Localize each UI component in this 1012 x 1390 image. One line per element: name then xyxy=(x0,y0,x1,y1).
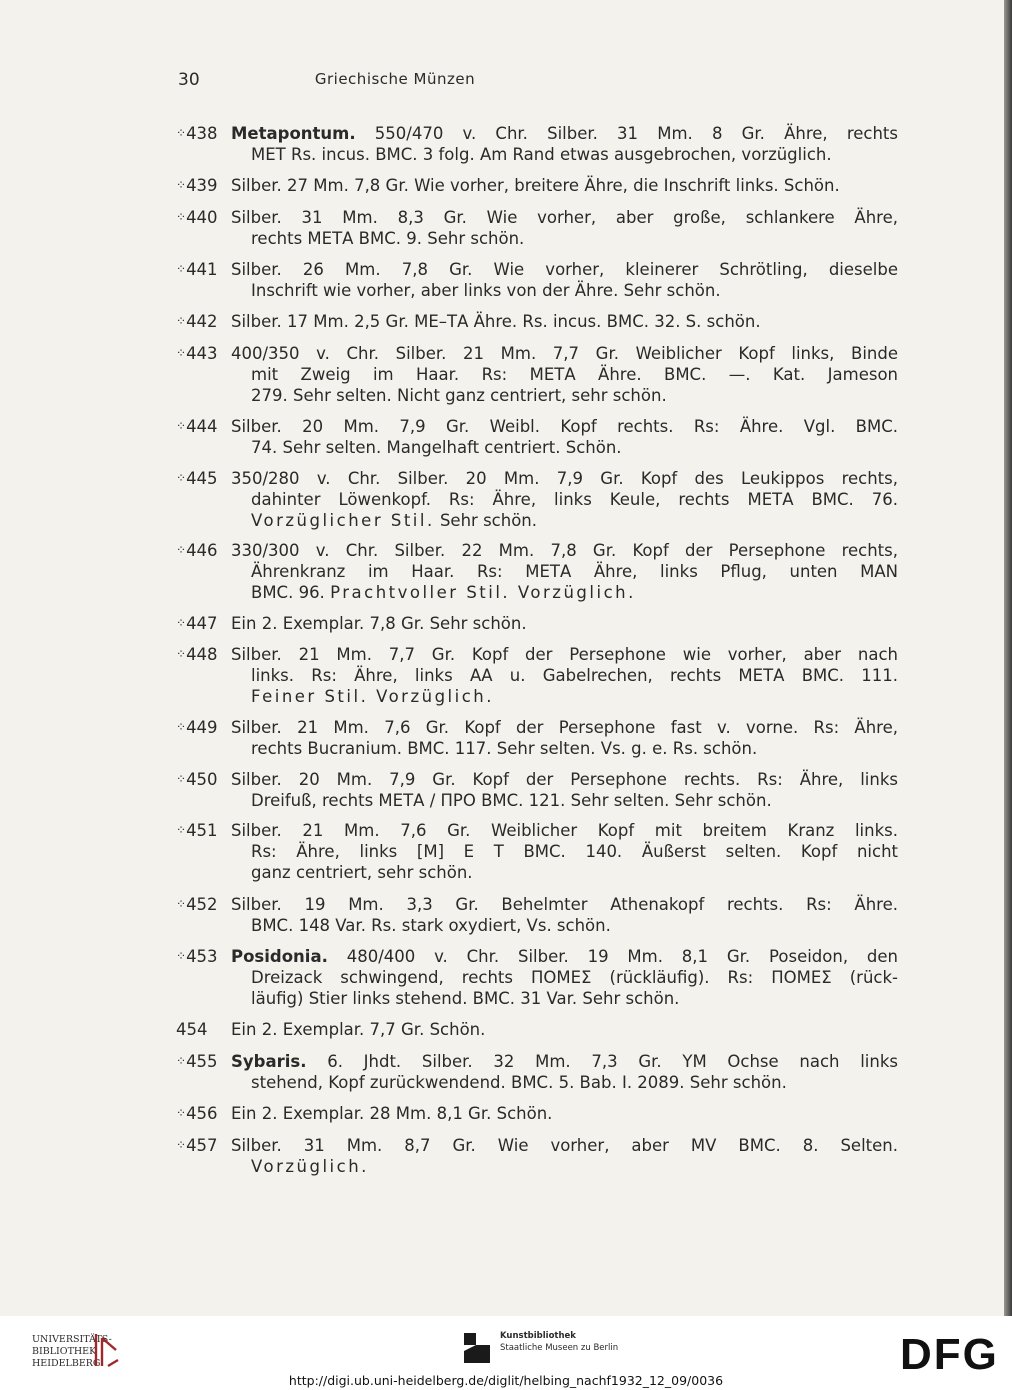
entry-text xyxy=(231,894,898,936)
entry-number xyxy=(176,343,228,364)
entry-text xyxy=(231,1103,898,1124)
entry-segment: ΜΕΤ Rs. incus. BMC. 3 folg. Am Rand etwas ausgebrochen, vorzüglich. xyxy=(251,145,832,164)
entry-number-text: 454 xyxy=(176,1020,208,1039)
entry-line xyxy=(231,144,898,165)
entry-number-text: 439 xyxy=(186,176,218,195)
entry-line xyxy=(231,665,898,686)
entry-number-text: 443 xyxy=(186,344,218,363)
entry-text xyxy=(231,259,898,301)
entry-number xyxy=(176,540,228,561)
entry-segment: Silber. 21 Mm. 7,6 Gr. Kopf der Persephone fast v. vorne. Rs: Ähre, xyxy=(231,718,898,737)
spaced-grade: Vorzüglicher Stil. xyxy=(251,511,435,530)
entry-number xyxy=(176,769,228,790)
entry-number-text: 453 xyxy=(186,947,218,966)
entry-text xyxy=(231,1051,898,1093)
entry-star-marker: ⁘ xyxy=(176,262,187,276)
entry-number-text: 457 xyxy=(186,1136,218,1155)
entry-number-text: 456 xyxy=(186,1104,218,1123)
entry-segment: BMC. 96. xyxy=(251,583,331,602)
entry-number-text: 445 xyxy=(186,469,218,488)
entry-segment: läufig) Stier links stehend. BMC. 31 Var. Sehr schön. xyxy=(251,989,680,1008)
entry-line xyxy=(231,967,898,988)
entry-segment: 6. Jhdt. Silber. 32 Mm. 7,3 Gr. ΥΜ Ochse nach links xyxy=(306,1052,898,1071)
entry-number-text: 442 xyxy=(186,312,218,331)
city-heading: Posidonia. xyxy=(231,947,328,966)
page-edge xyxy=(1004,0,1012,1316)
spaced-grade: Prachtvoller Stil. Vorzüglich. xyxy=(330,583,636,602)
entry-text xyxy=(231,540,898,603)
entry-number xyxy=(176,946,228,967)
entry-segment: 330/300 v. Chr. Silber. 22 Mm. 7,8 Gr. Kopf der Persephone rechts, xyxy=(231,541,898,560)
entry-line xyxy=(231,489,898,510)
city-heading: Metapontum. xyxy=(231,124,356,143)
entry-number xyxy=(176,1051,228,1072)
entry-segment: 279. Sehr selten. Nicht ganz centriert, sehr schön. xyxy=(251,386,667,405)
entry-line xyxy=(231,510,898,531)
page-header xyxy=(0,70,1004,90)
entry-segment: Rs: Ähre, links [Μ] Ε Τ BMC. 140. Äußerst selten. Kopf nicht xyxy=(251,842,898,861)
entry-segment: Ein 2. Exemplar. 7,7 Gr. Schön. xyxy=(231,1020,486,1039)
entry-line xyxy=(231,644,898,665)
entry-segment: rechts ΜΕΤΑ BMC. 9. Sehr schön. xyxy=(251,229,525,248)
entry-segment: stehend, Kopf zurückwendend. BMC. 5. Bab. I. 2089. Sehr schön. xyxy=(251,1073,787,1092)
entry-number xyxy=(176,123,228,144)
entry-segment: Inschrift wie vorher, aber links von der Ähre. Sehr schön. xyxy=(251,281,721,300)
running-title: Griechische Münzen xyxy=(314,70,476,88)
entry-segment: 550/470 v. Chr. Silber. 31 Mm. 8 Gr. Ähre, rechts xyxy=(355,124,898,143)
footer-bar xyxy=(0,1316,1012,1390)
entry-text xyxy=(231,717,898,759)
entry-line xyxy=(231,686,898,707)
entry-line xyxy=(231,915,898,936)
entry-number xyxy=(176,613,228,634)
entry-segment: 400/350 v. Chr. Silber. 21 Mm. 7,7 Gr. Weiblicher Kopf links, Binde xyxy=(231,344,898,363)
entry-star-marker: ⁘ xyxy=(176,210,187,224)
entry-segment: Silber. 31 Mm. 8,3 Gr. Wie vorher, aber große, schlankere Ähre, xyxy=(231,208,898,227)
entry-segment: 480/400 v. Chr. Silber. 19 Mm. 8,1 Gr. Poseidon, den xyxy=(327,947,898,966)
entry-segment: Sehr schön. xyxy=(434,511,537,530)
entry-text xyxy=(231,343,898,406)
entry-star-marker: ⁘ xyxy=(176,1054,187,1068)
entry-text xyxy=(231,644,898,707)
entry-number-text: 450 xyxy=(186,770,218,789)
entry-text xyxy=(231,1019,898,1040)
entry-star-marker: ⁘ xyxy=(176,616,187,630)
city-heading: Sybaris. xyxy=(231,1052,307,1071)
entry-segment: Ein 2. Exemplar. 28 Mm. 8,1 Gr. Schön. xyxy=(231,1104,553,1123)
permalink-url[interactable]: http://digi.ub.uni-heidelberg.de/diglit/helbing_nachf1932_12_09/0036 xyxy=(288,1373,724,1388)
entry-line xyxy=(231,259,898,280)
entry-segment: Silber. 17 Mm. 2,5 Gr. ΜΕ–ΤΑ Ähre. Rs. incus. BMC. 32. S. schön. xyxy=(231,312,761,331)
entry-line xyxy=(231,769,898,790)
entry-segment: Silber. 21 Mm. 7,7 Gr. Kopf der Persephone wie vorher, aber nach xyxy=(231,645,898,664)
entry-segment: Silber. 20 Mm. 7,9 Gr. Weibl. Kopf rechts. Rs: Ähre. Vgl. BMC. xyxy=(231,417,898,436)
entry-segment: ganz centriert, sehr schön. xyxy=(251,863,473,882)
entry-number xyxy=(176,894,228,915)
entry-line xyxy=(231,175,898,196)
page-number: 30 xyxy=(178,70,200,90)
entry-line xyxy=(231,385,898,406)
entry-line xyxy=(231,738,898,759)
spaced-grade: Feiner Stil. Vorzüglich. xyxy=(251,687,494,706)
entry-segment: Silber. 19 Mm. 3,3 Gr. Behelmter Athenakopf rechts. Rs: Ähre. xyxy=(231,895,898,914)
entry-line xyxy=(231,1103,898,1124)
entry-number-text: 447 xyxy=(186,614,218,633)
entry-segment: links. Rs: Ähre, links ΑΑ u. Gabelrechen, rechts ΜΕΤΑ BMC. 111. xyxy=(251,666,898,685)
entry-star-marker: ⁘ xyxy=(176,1138,187,1152)
entry-segment: 350/280 v. Chr. Silber. 20 Mm. 7,9 Gr. Kopf des Leukippos rechts, xyxy=(231,469,898,488)
entry-line xyxy=(231,988,898,1009)
entry-star-marker: ⁘ xyxy=(176,126,187,140)
entry-star-marker: ⁘ xyxy=(176,772,187,786)
entry-number xyxy=(176,820,228,841)
entry-star-marker: ⁘ xyxy=(176,543,187,557)
entry-line xyxy=(231,540,898,561)
ub-heidelberg-logo-icon xyxy=(92,1330,120,1370)
entry-line xyxy=(231,207,898,228)
ub-line: HEIDELBERG xyxy=(32,1358,101,1369)
entry-number xyxy=(176,416,228,437)
entry-star-marker: ⁘ xyxy=(176,949,187,963)
entry-star-marker: ⁘ xyxy=(176,471,187,485)
entry-number-text: 446 xyxy=(186,541,218,560)
entry-line xyxy=(231,613,898,634)
entry-line xyxy=(231,841,898,862)
entry-number-text: 448 xyxy=(186,645,218,664)
entry-line xyxy=(231,228,898,249)
entry-line xyxy=(231,1019,898,1040)
entry-line xyxy=(231,1072,898,1093)
entry-star-marker: ⁘ xyxy=(176,823,187,837)
entry-number-text: 444 xyxy=(186,417,218,436)
kb-line: Kunstbibliothek xyxy=(500,1331,576,1341)
entry-line xyxy=(231,717,898,738)
entry-line xyxy=(231,894,898,915)
entry-line xyxy=(231,123,898,144)
entry-number xyxy=(176,717,228,738)
entry-line xyxy=(231,343,898,364)
entry-number-text: 451 xyxy=(186,821,218,840)
entry-line xyxy=(231,1135,898,1156)
entry-number-text: 452 xyxy=(186,895,218,914)
entry-text xyxy=(231,946,898,1009)
entry-number-text: 449 xyxy=(186,718,218,737)
entry-line xyxy=(231,790,898,811)
entry-text xyxy=(231,207,898,249)
entry-number xyxy=(176,1135,228,1156)
entry-star-marker: ⁘ xyxy=(176,314,187,328)
entry-text xyxy=(231,1135,898,1177)
entry-number-text: 455 xyxy=(186,1052,218,1071)
entry-text xyxy=(231,123,898,165)
entry-star-marker: ⁘ xyxy=(176,647,187,661)
entry-line xyxy=(231,364,898,385)
spaced-grade: Vorzüglich. xyxy=(251,1157,369,1176)
kunstbibliothek-text xyxy=(500,1330,618,1354)
entry-number xyxy=(176,259,228,280)
entry-line xyxy=(231,582,898,603)
entry-segment: dahinter Löwenkopf. Rs: Ähre, links Keule, rechts ΜΕΤΑ BMC. 76. xyxy=(251,490,898,509)
entry-number-text: 440 xyxy=(186,208,218,227)
entry-line xyxy=(231,561,898,582)
entry-number-text: 441 xyxy=(186,260,218,279)
entry-segment: Ährenkranz im Haar. Rs: ΜΕΤΑ Ähre, links Pflug, unten ΜΑΝ xyxy=(251,562,898,581)
entry-segment: rechts Bucranium. BMC. 117. Sehr selten. Vs. g. e. Rs. schön. xyxy=(251,739,758,758)
entry-number xyxy=(176,1103,228,1124)
entry-segment: Silber. 27 Mm. 7,8 Gr. Wie vorher, breitere Ähre, die Inschrift links. Schön. xyxy=(231,176,840,195)
kunstbibliothek-logo-icon xyxy=(462,1331,492,1365)
entry-number-text: 438 xyxy=(186,124,218,143)
kb-line: Staatliche Museen zu Berlin xyxy=(500,1343,619,1353)
ub-line: BIBLIOTHEK xyxy=(32,1346,97,1357)
entry-segment: Dreifuß, rechts ΜΕΤΑ / ΠΡΟ BMC. 121. Sehr selten. Sehr schön. xyxy=(251,791,772,810)
entry-star-marker: ⁘ xyxy=(176,897,187,911)
entry-star-marker: ⁘ xyxy=(176,346,187,360)
entry-segment: Silber. 21 Mm. 7,6 Gr. Weiblicher Kopf mit breitem Kranz links. xyxy=(231,821,898,840)
entry-text xyxy=(231,468,898,531)
entry-text xyxy=(231,769,898,811)
entry-line xyxy=(231,946,898,967)
entry-text xyxy=(231,175,898,196)
entry-segment: Silber. 31 Mm. 8,7 Gr. Wie vorher, aber ΜV BMC. 8. Selten. xyxy=(231,1136,898,1155)
dfg-logo: DFG xyxy=(900,1330,999,1379)
entry-number xyxy=(176,468,228,489)
entry-segment: Ein 2. Exemplar. 7,8 Gr. Sehr schön. xyxy=(231,614,527,633)
entry-segment: 74. Sehr selten. Mangelhaft centriert. Schön. xyxy=(251,438,622,457)
entry-line xyxy=(231,820,898,841)
entry-line xyxy=(231,1156,898,1177)
entry-line xyxy=(231,1051,898,1072)
entry-segment: BMC. 148 Var. Rs. stark oxydiert, Vs. schön. xyxy=(251,916,611,935)
entry-star-marker: ⁘ xyxy=(176,720,187,734)
entry-star-marker: ⁘ xyxy=(176,419,187,433)
entry-text xyxy=(231,820,898,883)
entry-text xyxy=(231,613,898,634)
entry-number xyxy=(176,311,228,332)
entry-segment: Silber. 20 Mm. 7,9 Gr. Kopf der Persephone rechts. Rs: Ähre, links xyxy=(231,770,898,789)
entry-star-marker: ⁘ xyxy=(176,1106,187,1120)
entry-segment: Silber. 26 Mm. 7,8 Gr. Wie vorher, kleinerer Schrötling, dieselbe xyxy=(231,260,898,279)
entry-line xyxy=(231,437,898,458)
entry-segment: Dreizack schwingend, rechts ΠΟΜΕΣ (rückläufig). Rs: ΠΟΜΕΣ (rück- xyxy=(251,968,898,987)
entry-text xyxy=(231,416,898,458)
entry-line xyxy=(231,468,898,489)
entry-star-marker: ⁘ xyxy=(176,178,187,192)
entry-line xyxy=(231,311,898,332)
entry-line xyxy=(231,280,898,301)
entry-number xyxy=(176,1019,228,1040)
ub-line: UNIVERSITÄTS- xyxy=(32,1334,112,1345)
entry-number xyxy=(176,175,228,196)
entry-number xyxy=(176,644,228,665)
entry-segment: mit Zweig im Haar. Rs: ΜΕΤΑ Ähre. BMC. —. Kat. Jameson xyxy=(251,365,898,384)
entry-text xyxy=(231,311,898,332)
entry-number xyxy=(176,207,228,228)
entry-line xyxy=(231,862,898,883)
entry-line xyxy=(231,416,898,437)
